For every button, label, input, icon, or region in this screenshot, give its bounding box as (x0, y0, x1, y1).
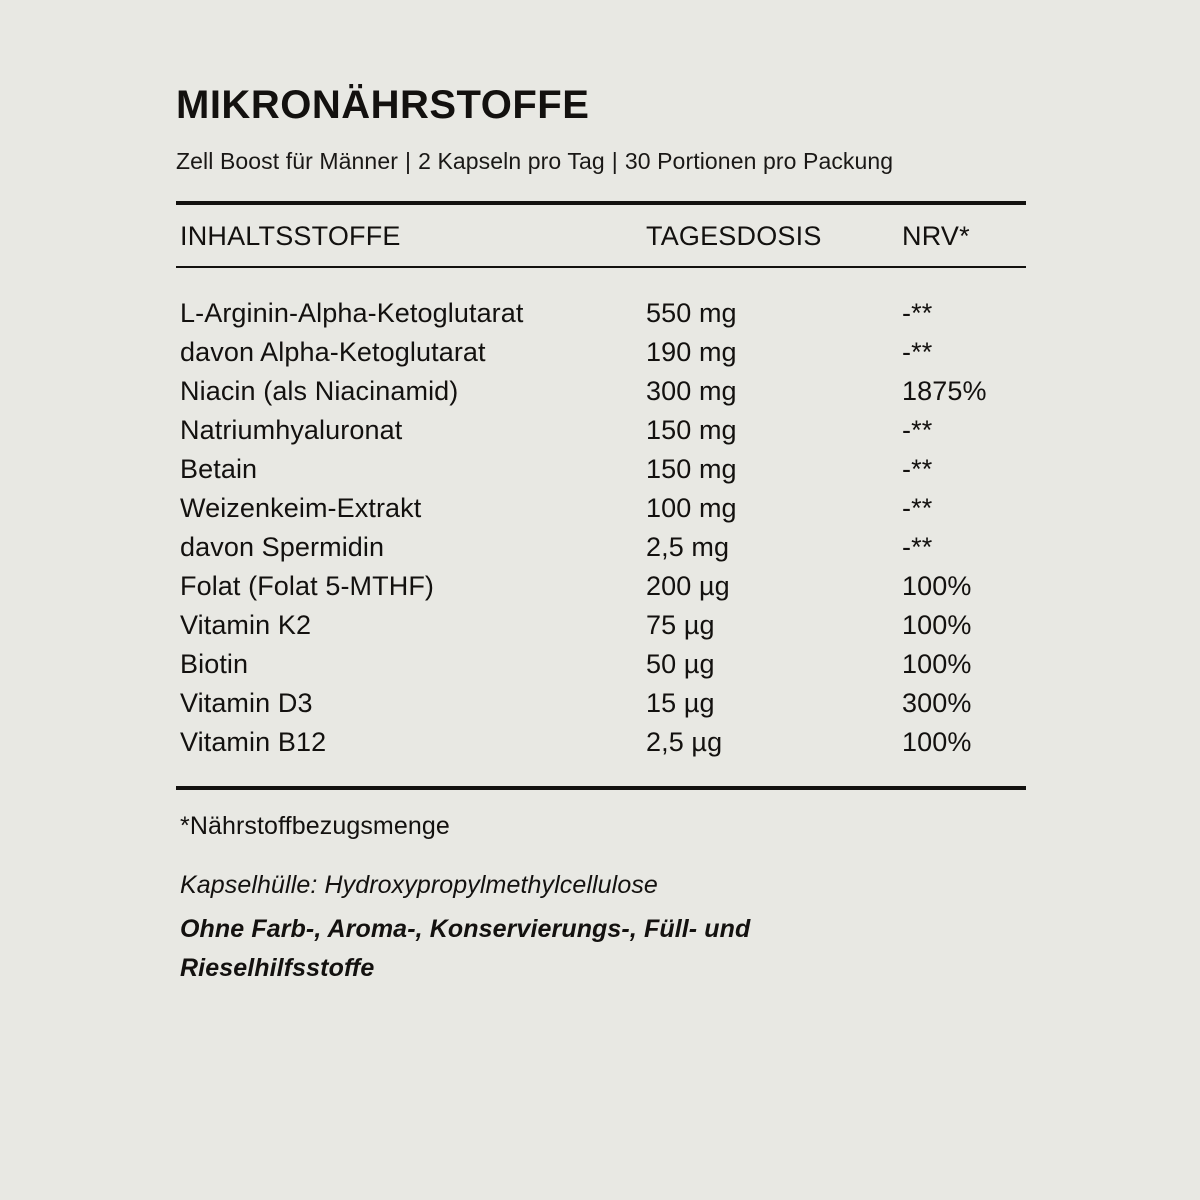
free-of-note: Ohne Farb-, Aroma-, Konservierungs-, Füll- und Rieselhilfsstoffe (180, 915, 751, 982)
subtitle-separator-1: | (404, 148, 412, 174)
ingredient-nrv: 100% (902, 727, 972, 757)
ingredient-nrv: -** (902, 454, 933, 484)
table-row (176, 528, 1026, 567)
column-header-nrv: NRV* (902, 221, 970, 251)
ingredient-dose: 550 mg (646, 298, 737, 328)
ingredient-dose: 15 µg (646, 688, 715, 718)
ingredient-dose: 200 µg (646, 571, 730, 601)
ingredient-name: Biotin (180, 649, 249, 679)
nrv-footnote: *Nährstoffbezugsmenge (180, 812, 450, 840)
ingredient-dose: 2,5 µg (646, 727, 723, 757)
ingredient-nrv: 300% (902, 688, 972, 718)
ingredient-dose: 300 mg (646, 376, 737, 406)
table-row (176, 268, 1026, 333)
ingredient-nrv: -** (902, 493, 933, 523)
ingredient-name: Vitamin B12 (180, 727, 327, 757)
ingredient-dose: 100 mg (646, 493, 737, 523)
table-row (176, 567, 1026, 606)
ingredient-dose: 75 µg (646, 610, 715, 640)
ingredient-nrv: 100% (902, 610, 972, 640)
ingredient-name: Folat (Folat 5-MTHF) (180, 571, 435, 601)
subtitle-separator-2: | (611, 148, 618, 174)
table-row (176, 645, 1026, 684)
table-row (176, 411, 1026, 450)
ingredient-name: Vitamin D3 (180, 688, 313, 718)
ingredient-nrv: -** (902, 298, 933, 328)
ingredient-name: Natriumhyaluronat (180, 415, 403, 445)
ingredient-name: davon Alpha-Ketoglutarat (180, 337, 486, 367)
capsule-shell-note: Kapselhülle: Hydroxypropylmethylcellulose (180, 871, 658, 899)
table-row (176, 372, 1026, 411)
table-header-row (176, 205, 1026, 266)
ingredient-dose: 150 mg (646, 454, 737, 484)
table-row (176, 333, 1026, 372)
ingredient-nrv: -** (902, 532, 933, 562)
nutrition-label-panel (176, 84, 1026, 988)
ingredient-name: Betain (180, 454, 258, 484)
ingredient-name: davon Spermidin (180, 532, 385, 562)
ingredient-dose: 2,5 mg (646, 532, 730, 562)
ingredient-dose: 150 mg (646, 415, 737, 445)
ingredient-name: Weizenkeim-Extrakt (180, 493, 422, 523)
table-row (176, 489, 1026, 528)
column-header-dose: TAGESDOSIS (646, 221, 822, 251)
table-row (176, 684, 1026, 723)
ingredient-nrv: 1875% (902, 376, 987, 406)
table-row (176, 723, 1026, 786)
table-row (176, 450, 1026, 489)
ingredient-name: Niacin (als Niacinamid) (180, 376, 459, 406)
ingredient-nrv: -** (902, 415, 933, 445)
subtitle-part-purpose: Zell Boost für Männer (176, 148, 398, 174)
ingredient-nrv: 100% (902, 649, 972, 679)
column-header-ingredients: INHALTSSTOFFE (180, 221, 401, 251)
ingredient-dose: 190 mg (646, 337, 737, 367)
nutrition-table-body (176, 268, 1026, 786)
ingredient-name: L-Arginin-Alpha-Ketoglutarat (180, 298, 524, 328)
nutrition-table (176, 205, 1026, 266)
product-subtitle (176, 148, 1026, 175)
ingredient-dose: 50 µg (646, 649, 715, 679)
subtitle-part-dosage: 2 Kapseln pro Tag (418, 148, 605, 174)
ingredient-nrv: 100% (902, 571, 972, 601)
subtitle-part-servings: 30 Portionen pro Packung (624, 148, 894, 174)
ingredient-nrv: -** (902, 337, 933, 367)
table-row (176, 606, 1026, 645)
page-title: MIKRONÄHRSTOFFE (176, 83, 590, 127)
ingredient-name: Vitamin K2 (180, 610, 312, 640)
table-bottom-rule (176, 786, 1026, 790)
